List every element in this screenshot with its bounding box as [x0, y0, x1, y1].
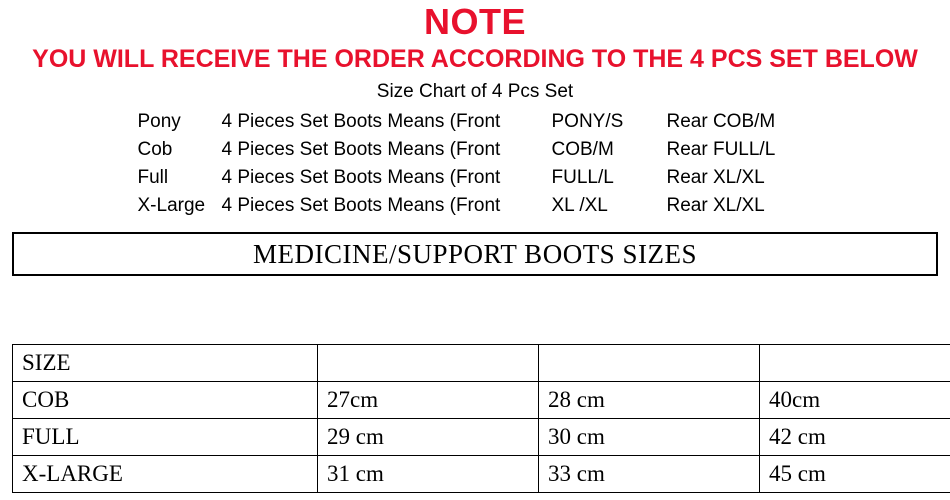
column-header-3 — [539, 345, 760, 382]
set-means-text: 4 Pieces Set Boots Means (Front — [222, 164, 552, 192]
measure-3: 45 cm — [760, 456, 950, 493]
measure-1: 31 cm — [318, 456, 539, 493]
table-row — [134, 164, 817, 192]
set-means-text: 4 Pieces Set Boots Means (Front — [222, 108, 552, 136]
table-row — [13, 382, 950, 419]
measure-3: 40cm — [760, 382, 950, 419]
note-title: NOTE — [0, 2, 950, 42]
size-name: X-LARGE — [13, 456, 318, 493]
medicine-support-boots-sizes-table — [12, 344, 950, 493]
table-row — [13, 456, 950, 493]
size-name: FULL — [13, 419, 318, 456]
set-means-text: 4 Pieces Set Boots Means (Front — [222, 136, 552, 164]
measure-2: 33 cm — [539, 456, 760, 493]
set-front-value: FULL/L — [552, 164, 667, 192]
set-front-value: XL /XL — [552, 192, 667, 220]
set-front-value: PONY/S — [552, 108, 667, 136]
table-row — [134, 108, 817, 136]
table-row — [13, 419, 950, 456]
measure-1: 29 cm — [318, 419, 539, 456]
set-rear-value: Rear XL/XL — [667, 164, 817, 192]
set-size-label: Pony — [134, 108, 222, 136]
banner-title: MEDICINE/SUPPORT BOOTS SIZES — [253, 239, 697, 270]
set-rear-value: Rear COB/M — [667, 108, 817, 136]
set-front-value: COB/M — [552, 136, 667, 164]
set-size-label: X-Large — [134, 192, 222, 220]
set-size-label: Full — [134, 164, 222, 192]
set-size-label: Cob — [134, 136, 222, 164]
sizes-table-wrapper — [12, 344, 938, 493]
table-row — [134, 136, 817, 164]
table-header-row — [13, 345, 950, 382]
note-subtitle: YOU WILL RECEIVE THE ORDER ACCORDING TO THE 4 PCS SET BELOW — [0, 44, 950, 74]
measure-2: 30 cm — [539, 419, 760, 456]
column-header-4 — [760, 345, 950, 382]
four-pcs-set-table — [134, 108, 817, 220]
set-means-text: 4 Pieces Set Boots Means (Front — [222, 192, 552, 220]
measure-1: 27cm — [318, 382, 539, 419]
size-name: COB — [13, 382, 318, 419]
measure-2: 28 cm — [539, 382, 760, 419]
set-rear-value: Rear FULL/L — [667, 136, 817, 164]
size-chart-document — [0, 2, 950, 500]
set-rear-value: Rear XL/XL — [667, 192, 817, 220]
measure-3: 42 cm — [760, 419, 950, 456]
table-row — [134, 192, 817, 220]
column-header-size: SIZE — [13, 345, 318, 382]
column-header-2 — [318, 345, 539, 382]
banner-box — [12, 232, 938, 276]
set-chart-title: Size Chart of 4 Pcs Set — [0, 80, 950, 104]
